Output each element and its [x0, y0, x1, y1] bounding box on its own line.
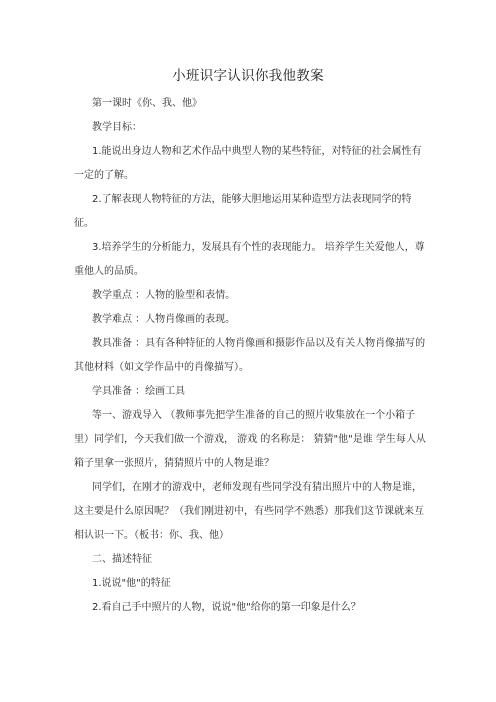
paragraph-section-2-heading: 二、描述特征 [92, 554, 152, 565]
paragraph-student-tools: 学具准备 ：绘画工具 [92, 386, 186, 397]
paragraph-step-2: 2.看自己手中照片的人物，说说"他"给你的第一印象是什么？ [92, 602, 361, 613]
paragraph-objectives-heading: 教学目标： [92, 122, 142, 133]
paragraph-key-point: 教学重点 ：人物的脸型和表情。 [92, 290, 236, 301]
paragraph-game-reflection: 同学们，在刚才的游戏中，老师发现有些同学没有猜出照片中的人物是谁，这主要是什么原因呢？（我们刚进初中，有些同学不熟悉）那我们这节课就来互相认识一下。（板书：你、我、他） [74, 482, 424, 541]
paragraph-game-intro: 等一、游戏导入 （教师事先把学生准备的自己的照片收集放在一个小箱子里）同学们，今天我们做一个游戏， 游戏 的名称是： 猜猜"他"是谁 学生每人从箱子里拿一张照片，猜猜照片中的人物是谁？ [74, 410, 426, 469]
paragraph-objective-3: 3.培养学生的分析能力，发展具有个性的表现能力。 培养学生关爱他人，尊重他人的品质。 [74, 242, 425, 277]
paragraph-step-1: 1.说说"他"的特征 [92, 578, 171, 589]
paragraph-difficulty: 教学难点 ：人物肖像画的表现。 [92, 314, 236, 325]
paragraph-lesson-title: 第一课时《你、我、他》 [92, 98, 202, 109]
paragraph-objective-1: 1.能说出身边人物和艺术作品中典型人物的某些特征，对特征的社会属性有一定的了解。 [74, 146, 422, 181]
paragraph-objective-2: 2.了解表现人物特征的方法，能够大胆地运用某种造型方法表现同学的特征。 [74, 194, 412, 229]
document-title: 小班识字认识你我他教案 [172, 68, 324, 84]
document-body [74, 92, 428, 620]
paragraph-teaching-aids: 教具准备 ：具有各种特征的人物肖像画和摄影作品以及有关人物肖像描写的其他材料（如文学作品中的肖像描写）。 [74, 338, 426, 373]
